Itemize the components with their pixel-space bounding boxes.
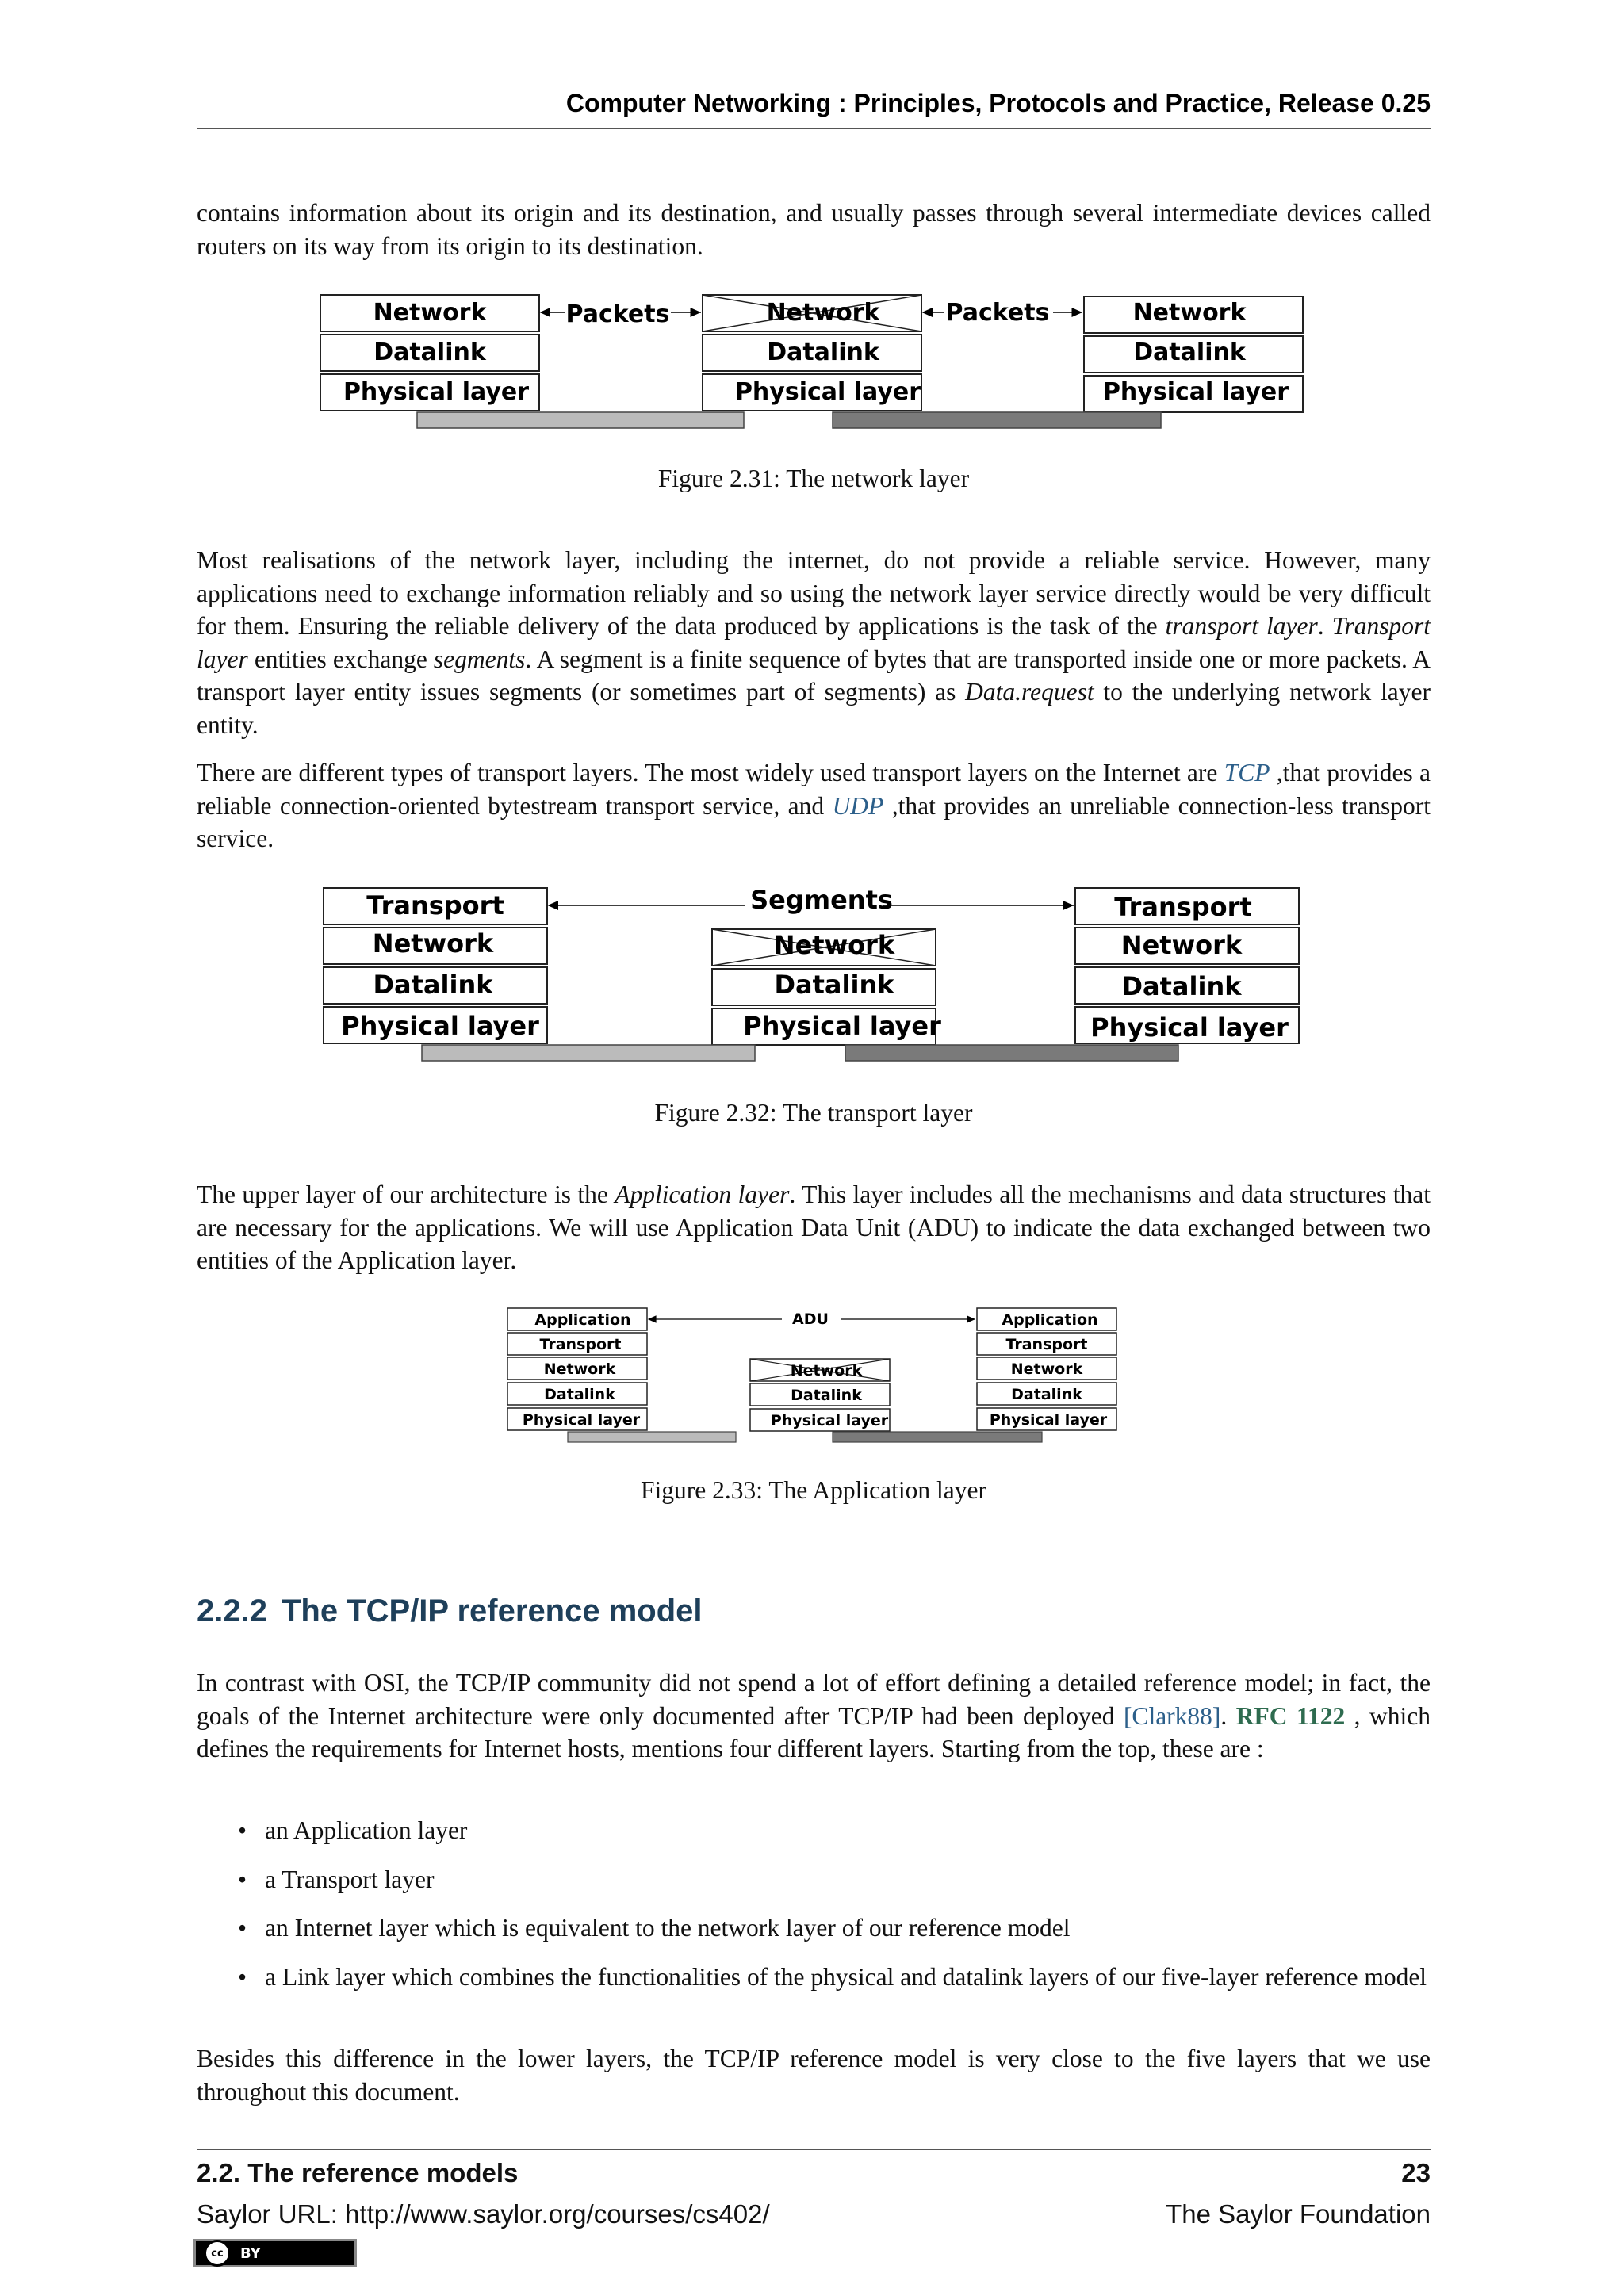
intro-paragraph: contains information about its origin and its destination, and usually passes through several intermediate devices called routers on its way from its origin to its destination. [197,199,1431,260]
tcpip-model-paragraph: In contrast with OSI, the TCP/IP community did not spend a lot of effort defining a detailed reference model; in fact, the goals of the Internet architecture were only documented after TCP/IP had been deployed [Clark88]. RFC 1122 , which defines the requirements for Internet hosts, mentions four different layers. Starting from the top, these are : [197,1669,1431,1762]
cc-by-license-badge[interactable] [193,2239,357,2267]
adu-label: ADU [792,1311,829,1328]
router-datalink-label: Datalink [767,339,879,366]
footer-rule [197,2149,1431,2150]
footer-section: 2.2. The reference models [197,2158,519,2187]
router-network-label: Network [766,299,880,327]
host2-network-label: Network [1120,930,1243,960]
saylor-foundation: The Saylor Foundation [1166,2199,1431,2229]
host1-physical-label: Physical layer [522,1411,641,1429]
network-layer-figure [0,285,1624,436]
tcp-link[interactable]: TCP [1224,759,1270,786]
host1-physical-label: Physical layer [343,378,530,406]
packets-label-left: Packets [565,300,670,328]
host2-physical-label: Physical layer [1102,378,1289,406]
rfc-1122-link[interactable]: RFC 1122 [1235,1701,1346,1730]
host1-datalink-label: Datalink [544,1386,615,1403]
running-header: Computer Networking : Principles, Protocols and Practice, Release 0.25 [565,89,1431,117]
router-physical-label: Physical layer [770,1412,889,1429]
host1-datalink-label: Datalink [373,339,486,366]
router-network-label: Network [790,1362,863,1380]
page-number: 23 [1401,2158,1431,2187]
transport-types-paragraph: There are different types of transport layers. The most widely used transport layers on the Internet are TCP ,that provides a reliable connection-oriented bytestream transport service, and UDP ,that provides an unreliable connection-less transport service. [197,759,1431,852]
host1-physical-label: Physical layer [341,1011,539,1041]
list-item: • a Link layer which combines the functionalities of the physical and datalink layers of our five-layer reference model [197,1961,1431,1994]
host1-network-label: Network [372,928,494,959]
host2-physical-label: Physical layer [989,1411,1108,1429]
router-network-label: Network [773,930,895,960]
packets-label-right: Packets [945,299,1050,327]
transport-layer-figure [0,880,1624,1067]
udp-link[interactable]: UDP [832,791,884,820]
host2-datalink-label: Datalink [1011,1386,1082,1403]
host2-network-label: Network [1132,299,1247,327]
tcpip-layers-list [197,1814,1431,2009]
header-rule [197,128,1431,129]
transport-intro-paragraph: Most realisations of the network layer, including the internet, do not provide a reliable service. However, many applications need to exchange information reliably and so using the network layer service directly would be very difficult for them. Ensuring the reliable delivery of the data produced by applications is the task of the transport layer. Transport layer entities exchange segments. A segment is a finite sequence of bytes that are transported inside one or more packets. A transport layer entity issues segments (or sometimes part of segments) as Data.request to the underlying network layer entity. [197,546,1431,739]
by-label: BY [240,2244,261,2262]
router-physical-label: Physical layer [734,378,921,406]
host2-network-label: Network [1010,1360,1083,1378]
router-datalink-label: Datalink [774,970,894,1000]
host1-transport-label: Transport [539,1336,622,1353]
saylor-url: Saylor URL: http://www.saylor.org/courses/cs402/ [197,2199,770,2229]
host2-physical-label: Physical layer [1090,1012,1289,1043]
host2-transport-label: Transport [1114,892,1252,922]
segments-label: Segments [750,885,893,915]
router-datalink-label: Datalink [791,1387,862,1404]
figure-2-33-caption: Figure 2.33: The Application layer [641,1476,986,1504]
figure-2-31-caption: Figure 2.31: The network layer [657,465,970,492]
host1-network-label: Network [373,299,487,327]
host1-transport-label: Transport [366,890,504,920]
section-heading: 2.2.2 The TCP/IP reference model [197,1594,703,1628]
host2-transport-label: Transport [1005,1336,1088,1353]
figure-2-32-caption: Figure 2.32: The transport layer [654,1099,973,1127]
host1-datalink-label: Datalink [373,970,493,1000]
host2-datalink-label: Datalink [1133,339,1246,366]
closing-paragraph: Besides this difference in the lower layers, the TCP/IP reference model is very close to the five layers that we use throughout this document. [197,2045,1431,2106]
list-item: • a Transport layer [197,1863,1431,1896]
application-layer-paragraph: The upper layer of our architecture is the Application layer. This layer includes all the mechanisms and data structures that are necessary for the applications. We will use Application Data Unit (ADU) to indicate the data exchanged between two entities of the Application layer. [197,1181,1431,1274]
host1-application-label: Application [534,1311,631,1329]
cc-icon: cc [204,2240,231,2267]
list-item: • an Internet layer which is equivalent to the network layer of our reference model [197,1911,1431,1945]
clark88-citation-link[interactable]: [Clark88] [1123,1701,1221,1730]
host2-application-label: Application [1002,1311,1098,1329]
host1-network-label: Network [543,1360,616,1378]
router-physical-label: Physical layer [743,1011,941,1041]
host2-datalink-label: Datalink [1121,971,1242,1001]
application-layer-figure [0,1303,1624,1446]
list-item: • an Application layer [197,1814,1431,1847]
